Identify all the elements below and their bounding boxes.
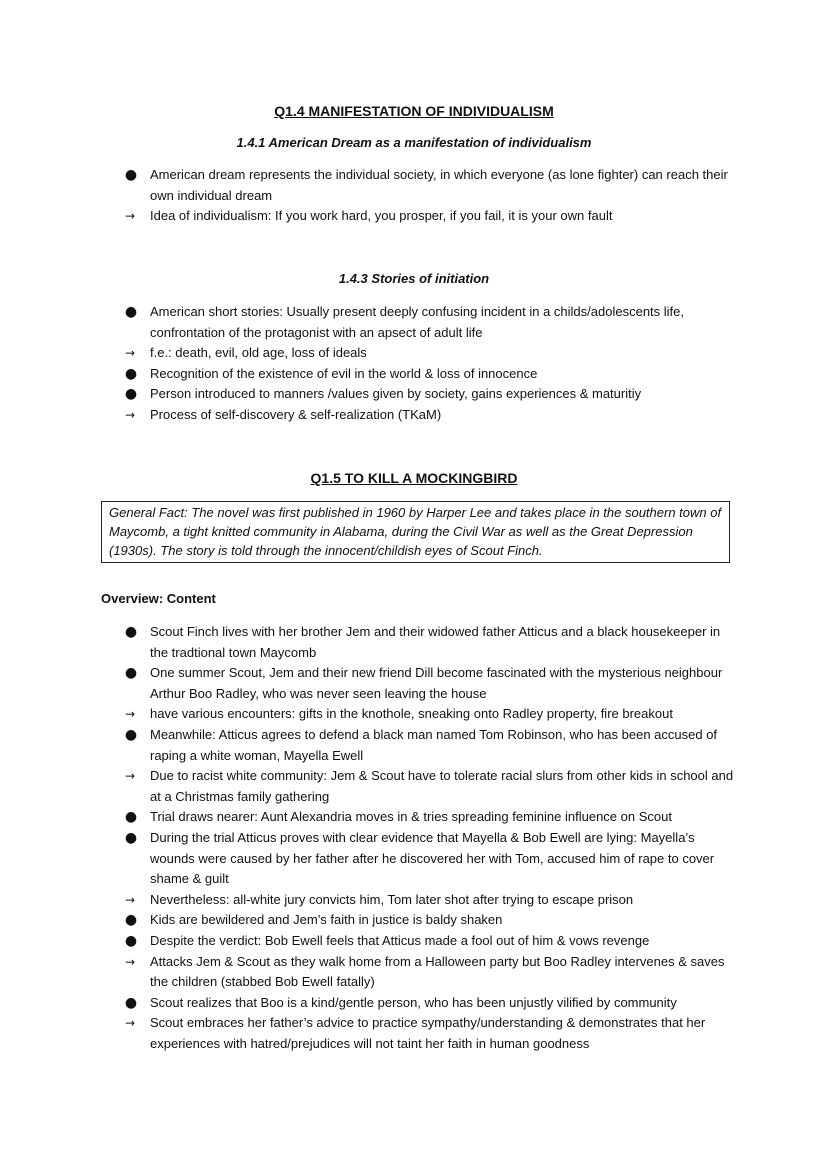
list-item: ● Person introduced to manners /values given by society, gains experiences & maturitiy xyxy=(100,384,740,405)
list-item: ● American dream represents the individual society, in which everyone (as lone fighter) can reach their own individual dream xyxy=(124,167,728,203)
list-item: → Scout embraces her father’s advice to practice sympathy/understanding & demonstrates that her experiences with hatred/prejudices will not taint her faith in human goodness xyxy=(100,1013,740,1054)
bullet-icon: ● xyxy=(124,304,138,320)
bullet-icon: ● xyxy=(124,994,138,1011)
list-item: → Idea of individualism: If you work hard, you prosper, if you fail, it is your own fault xyxy=(100,206,740,227)
list-item: ● Recognition of the existence of evil in the world & loss of innocence xyxy=(100,364,740,385)
bullet-icon: ● xyxy=(124,624,138,640)
list-item: ● During the trial Atticus proves with clear evidence that Mayella & Bob Ewell are lying: Mayella’s wounds were caused by her father after he discovered her with Tom, accused him of rape to cover shame & guilt xyxy=(124,829,715,887)
list-item: → f.e.: death, evil, old age, loss of ideals xyxy=(100,343,740,364)
list-item: ● Kids are bewildered and Jem’s faith in justice is baldy shaken xyxy=(100,910,740,931)
bullet-icon: ● xyxy=(124,912,138,929)
list-item: ● Trial draws nearer: Aunt Alexandria moves in & tries spreading feminine influence on Scout xyxy=(100,807,740,828)
american-dream-list xyxy=(100,165,740,227)
bullet-icon: ● xyxy=(124,665,138,682)
list-item: → have various encounters: gifts in the knothole, sneaking onto Radley property, fire breakout xyxy=(100,704,740,725)
section-title-individualism: Q1.4 MANIFESTATION OF INDIVIDUALISM xyxy=(274,103,554,119)
subsection-title-american-dream: 1.4.1 American Dream as a manifestation of individualism xyxy=(236,135,592,150)
list-item: → Attacks Jem & Scout as they walk home from a Halloween party but Boo Radley intervenes & saves the children (stabbed Bob Ewell fatally) xyxy=(100,952,740,993)
arrow-right-icon: → xyxy=(124,707,136,722)
arrow-right-icon: → xyxy=(124,346,136,361)
bullet-icon: ● xyxy=(124,829,138,846)
bullet-icon: ● xyxy=(124,726,138,743)
arrow-right-icon: → xyxy=(124,954,136,969)
arrow-right-icon: → xyxy=(124,892,136,907)
bullet-icon: ● xyxy=(124,386,138,403)
list-item: ● Meanwhile: Atticus agrees to defend a black man named Tom Robinson, who has been accused of raping a white woman, Mayella Ewell xyxy=(124,726,718,763)
list-item: ● American short stories: Usually present deeply confusing incident in a childs/adolescents life, confrontation of the protagonist with an apsect of adult life xyxy=(124,304,684,340)
list-item: → Due to racist white community: Jem & Scout have to tolerate racial slurs from other kids in school and at a Christmas family gathering xyxy=(100,766,740,807)
arrow-right-icon: → xyxy=(124,407,136,422)
overview-content-list xyxy=(100,622,740,1054)
bullet-icon: ● xyxy=(124,809,138,826)
list-item: ● Scout realizes that Boo is a kind/gentle person, who has been unjustly vilified by community xyxy=(100,993,740,1014)
section-title-mockingbird: Q1.5 TO KILL A MOCKINGBIRD xyxy=(310,470,518,486)
list-item: → Nevertheless: all-white jury convicts him, Tom later shot after trying to escape prison xyxy=(100,890,740,911)
list-item: ● Despite the verdict: Bob Ewell feels that Atticus made a fool out of him & vows revenge xyxy=(100,931,740,952)
list-item: ● Scout Finch lives with her brother Jem and their widowed father Atticus and a black housekeeper in the tradtional town Maycomb xyxy=(124,624,721,660)
subsection-title-stories-of-initiation: 1.4.3 Stories of initiation xyxy=(338,271,490,286)
bullet-icon: ● xyxy=(124,365,138,382)
initiation-list xyxy=(100,302,740,426)
arrow-right-icon: → xyxy=(124,209,136,224)
list-item: ● One summer Scout, Jem and their new friend Dill become fascinated with the mysterious neighbour Arthur Boo Radley, who was never seen leaving the house xyxy=(124,665,723,701)
arrow-right-icon: → xyxy=(124,769,136,784)
general-fact-box: General Fact: The novel was first published in 1960 by Harper Lee and takes place in the southern town of Maycomb, a tight knitted community in Alabama, during the Civil War as well as the Great Depression (1930s). The story is told through the innocent/childish eyes of Scout Finch. xyxy=(101,501,730,563)
list-item: → Process of self-discovery & self-realization (TKaM) xyxy=(100,405,740,426)
bullet-icon: ● xyxy=(124,167,138,183)
bullet-icon: ● xyxy=(124,932,138,949)
arrow-right-icon: → xyxy=(124,1016,136,1031)
overview-heading: Overview: Content xyxy=(101,591,216,606)
